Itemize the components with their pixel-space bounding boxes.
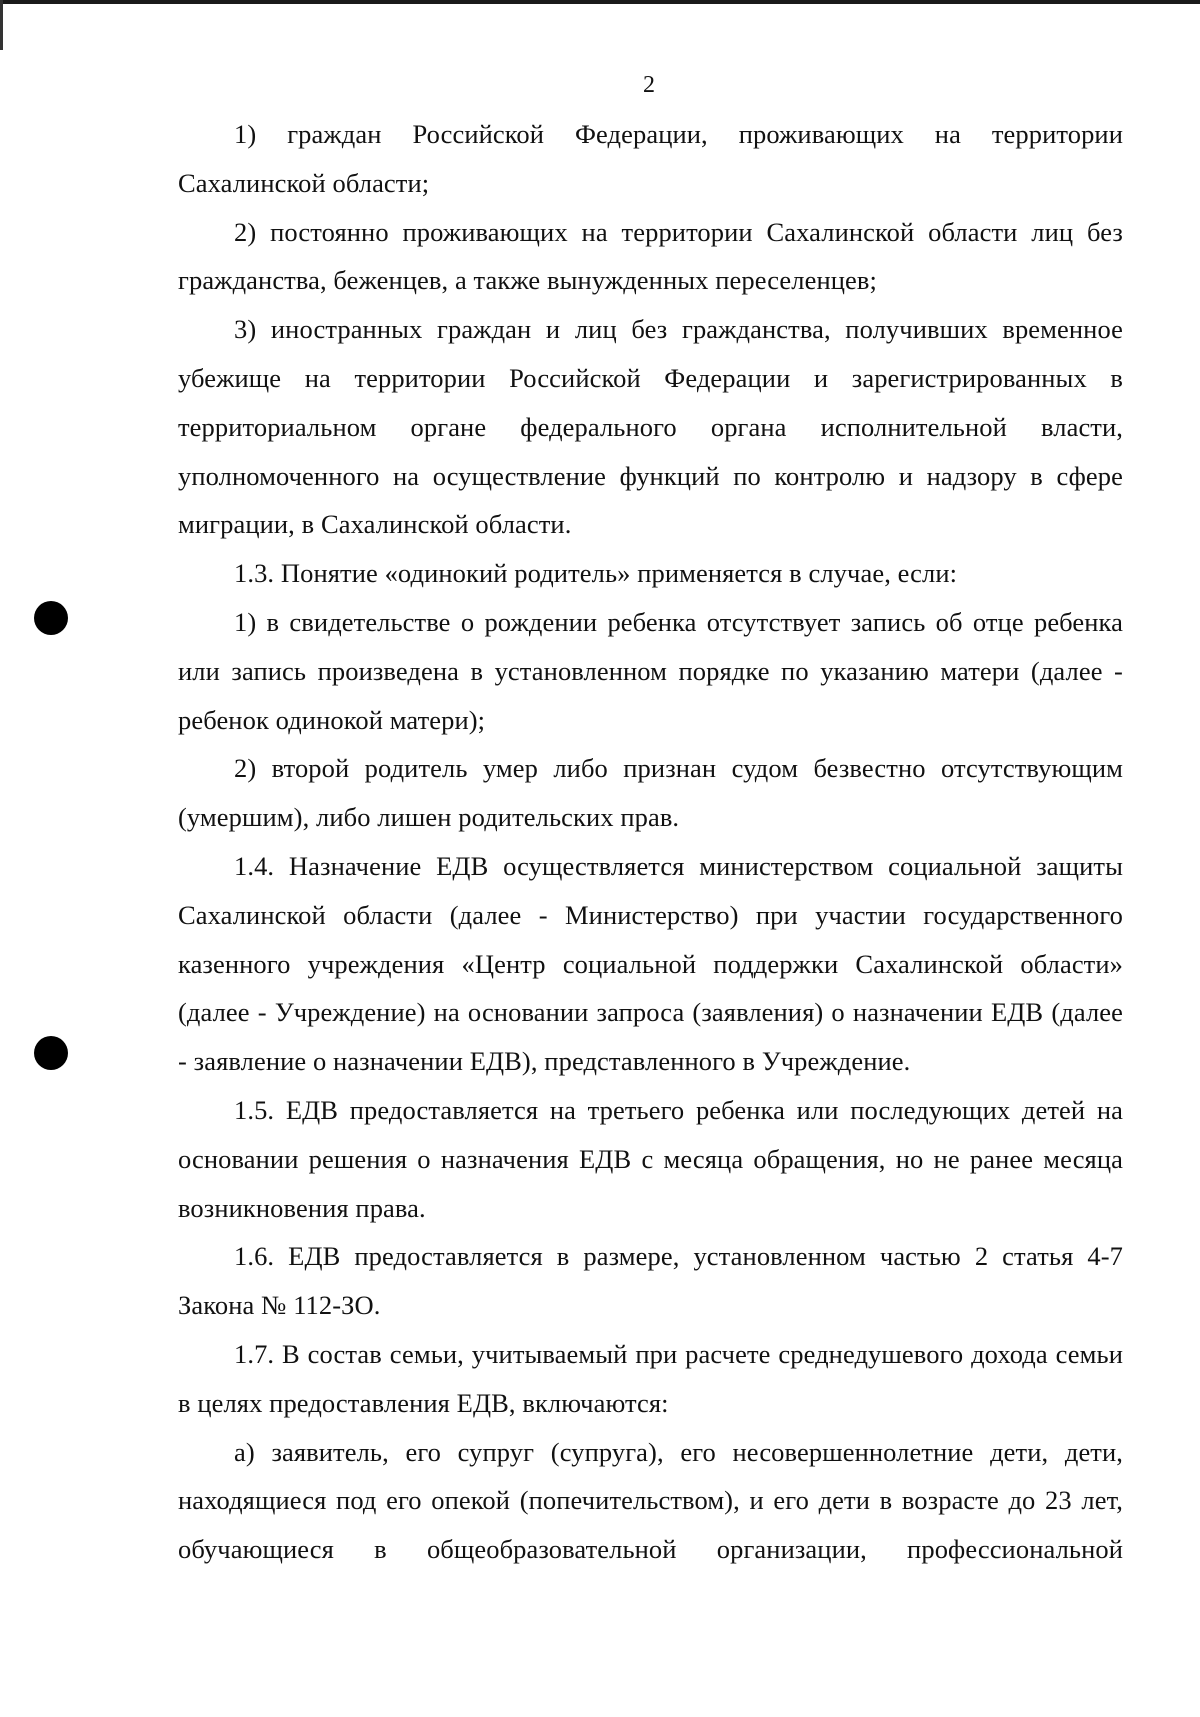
paragraph-1-3-single-parent: 1.3. Понятие «одинокий родитель» применяется в случае, если:: [234, 558, 958, 589]
page-number: 2: [643, 72, 655, 98]
punch-hole-mark: [34, 601, 68, 635]
paragraph-1-6-amount: 1.6. ЕДВ предоставляется в размере, установленном частью 2 статья 4-7 Закона № 112-ЗО.: [178, 1241, 1123, 1321]
document-body: [178, 110, 1123, 1574]
paragraph-1-5-provision: 1.5. ЕДВ предоставляется на третьего ребенка или последующих детей на основании решения о назначения ЕДВ с месяца обращения, но не ранее месяца возникновения права.: [178, 1094, 1123, 1223]
paragraph-1-4-assignment: 1.4. Назначение ЕДВ осуществляется министерством социальной защиты Сахалинской области (далее - Министерство) при участии государственного казенного учреждения «Центр социальной поддержки Сахалинской области» (далее - Учреждение) на основании запроса (заявления) о назначении ЕДВ (далее - заявление о назначении ЕДВ), представленного в Учреждение.: [178, 850, 1123, 1077]
paragraph-birth-certificate: 1) в свидетельстве о рождении ребенка отсутствует запись об отце ребенка или запись произведена в установленном порядке по указанию матери (далее - ребенок одинокой матери);: [178, 606, 1123, 735]
scan-border-left: [0, 0, 3, 50]
paragraph-second-parent: 2) второй родитель умер либо признан судом безвестно отсутствующим (умершим), либо лишен родительских прав.: [178, 753, 1123, 833]
paragraph-applicant-family: а) заявитель, его супруг (супруга), его несовершеннолетние дети, дети, находящиеся под его опекой (попечительством), и его дети в возрасте до 23 лет, обучающиеся в общеобразовательной организации, профессиональной: [178, 1436, 1123, 1565]
scan-border-top: [0, 0, 1200, 4]
paragraph-1-7-family: 1.7. В состав семьи, учитываемый при расчете среднедушевого дохода семьи в целях предоставления ЕДВ, включаются:: [178, 1338, 1123, 1418]
paragraph-citizens-rf: 1) граждан Российской Федерации, проживающих на территории Сахалинской области;: [178, 119, 1123, 198]
paragraph-stateless-residents: 2) постоянно проживающих на территории Сахалинской области лиц без гражданства, беженцев, а также вынужденных переселенцев;: [178, 216, 1123, 296]
paragraph-foreign-citizens: 3) иностранных граждан и лиц без гражданства, получивших временное убежище на территории Российской Федерации и зарегистрированных в территориальном органе федерального органа исполнительной власти, уполномоченного на осуществление функций по контролю и надзору в сфере миграции, в Сахалинской области.: [178, 314, 1123, 540]
punch-hole-mark: [34, 1036, 68, 1070]
